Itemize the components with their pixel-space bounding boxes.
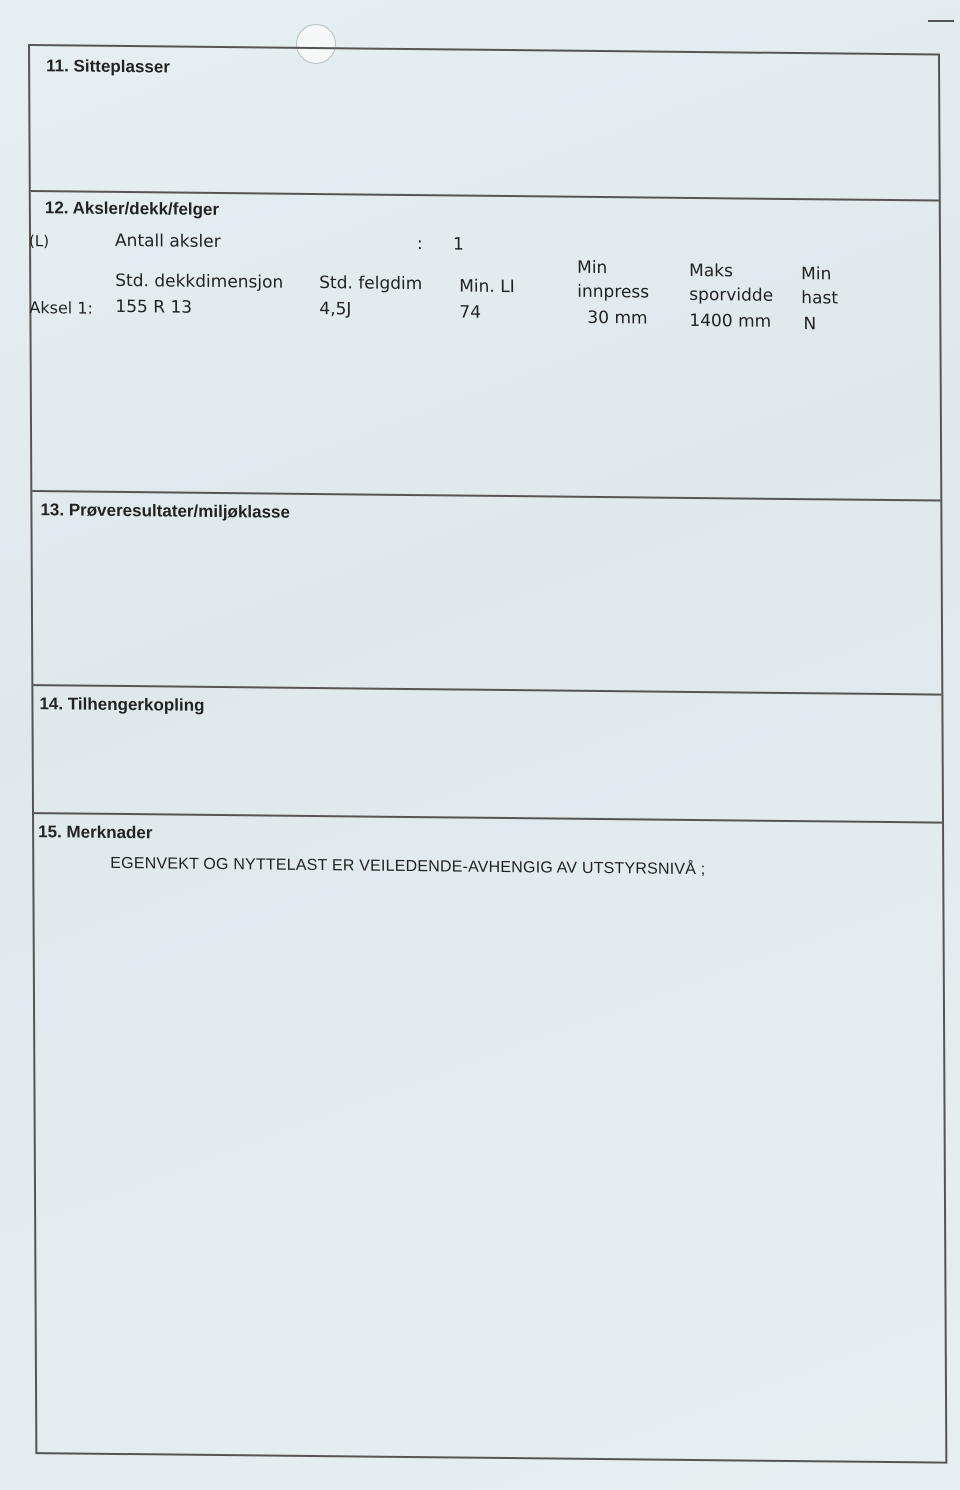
col-header-dekkdimensjon: Std. dekkdimensjon (115, 270, 284, 293)
section-sitteplasser (30, 46, 939, 200)
cell-hast: N (803, 314, 817, 335)
section-tag: (L) (28, 232, 50, 251)
section-title: 15. Merknader (38, 822, 153, 843)
col-header-innpress-line1: Min (577, 257, 608, 279)
col-header-hast-line2: hast (801, 288, 839, 309)
cell-min-li: 74 (459, 302, 482, 323)
cell-innpress: 30 mm (587, 307, 648, 329)
col-header-hast-line1: Min (801, 264, 832, 285)
row-label-aksel-1: Aksel 1: (29, 298, 93, 318)
section-title: 13. Prøveresultater/miljøklasse (40, 500, 290, 522)
col-header-sporvidde-line2: sporvidde (689, 284, 774, 306)
col-header-innpress-line2: innpress (577, 281, 650, 303)
section-title: 14. Tilhengerkopling (39, 694, 205, 715)
form-frame (28, 44, 947, 1464)
section-title: 11. Sitteplasser (46, 56, 170, 77)
section-tilhengerkopling (33, 684, 942, 822)
col-header-min-li: Min. LI (459, 276, 515, 298)
axle-count-value: 1 (452, 234, 464, 255)
col-header-sporvidde-line1: Maks (689, 260, 733, 282)
cell-sporvidde: 1400 mm (689, 310, 772, 332)
section-proveresultater (32, 490, 941, 694)
axle-count-separator: : (416, 234, 423, 255)
cell-dekkdimensjon: 155 R 13 (115, 296, 193, 318)
col-header-felgdim: Std. felgdim (319, 273, 423, 295)
section-merknader (34, 812, 945, 1458)
remark-text: EGENVEKT OG NYTTELAST ER VEILEDENDE-AVHENGIG AV UTSTYRSNIVÅ ; (110, 854, 706, 879)
section-title: 12. Aksler/dekk/felger (44, 198, 220, 220)
axle-count-label: Antall aksler (114, 230, 221, 253)
cell-felgdim: 4,5J (319, 299, 352, 320)
section-aksler (28, 190, 941, 500)
corner-mark (928, 20, 954, 22)
